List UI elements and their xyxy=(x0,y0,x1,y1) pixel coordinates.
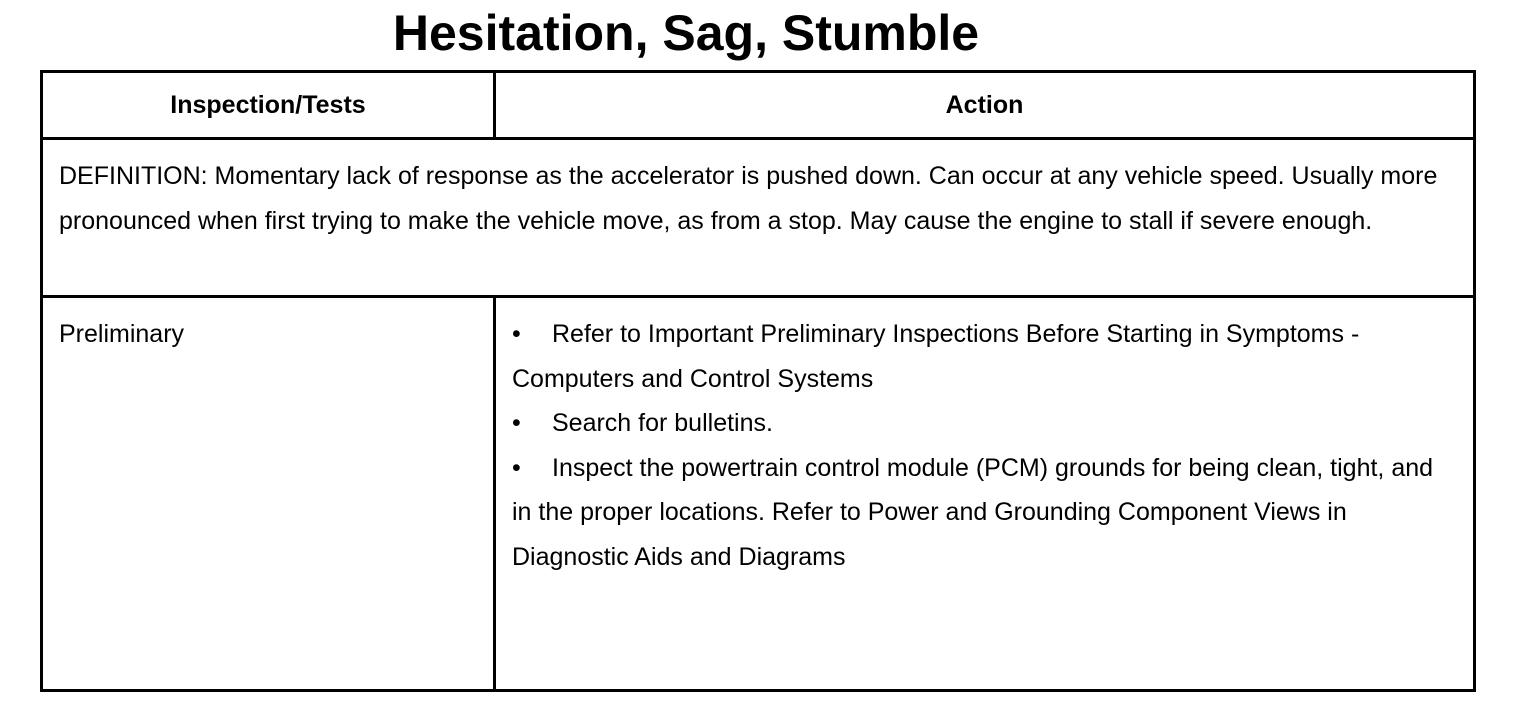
action-item xyxy=(512,446,1457,580)
action-item-text: Search for bulletins. xyxy=(552,409,773,437)
table-header-row xyxy=(42,72,1475,139)
definition-row xyxy=(42,139,1475,297)
page-title: Hesitation, Sag, Stumble xyxy=(392,5,980,61)
action-item-text: Inspect the powertrain control module (PCM) grounds for being clean, tight, and in the proper locations. Refer to Power and Grounding Component Views in Diagnostic Aids and Diagrams xyxy=(512,453,1434,571)
action-item xyxy=(512,401,1457,446)
header-inspection-tests: Inspection/Tests xyxy=(42,72,495,139)
header-action: Action xyxy=(495,72,1475,139)
definition-text: DEFINITION: Momentary lack of response as the accelerator is pushed down. Can occur at any vehicle speed. Usually more pronounced when first trying to make the vehicle move, as from a stop. May cause the engine to stall if severe enough. xyxy=(42,139,1475,297)
bullet-icon: • xyxy=(512,453,521,482)
table-row xyxy=(42,297,1475,691)
action-item-text: Refer to Important Preliminary Inspections Before Starting in Symptoms - Computers and Control Systems xyxy=(512,320,1360,393)
bullet-icon: • xyxy=(512,320,521,348)
inspection-cell: Preliminary xyxy=(42,297,495,691)
action-cell xyxy=(495,297,1475,691)
action-item xyxy=(512,312,1457,401)
bullet-icon: • xyxy=(512,409,521,437)
diagnostic-table xyxy=(40,70,1476,692)
